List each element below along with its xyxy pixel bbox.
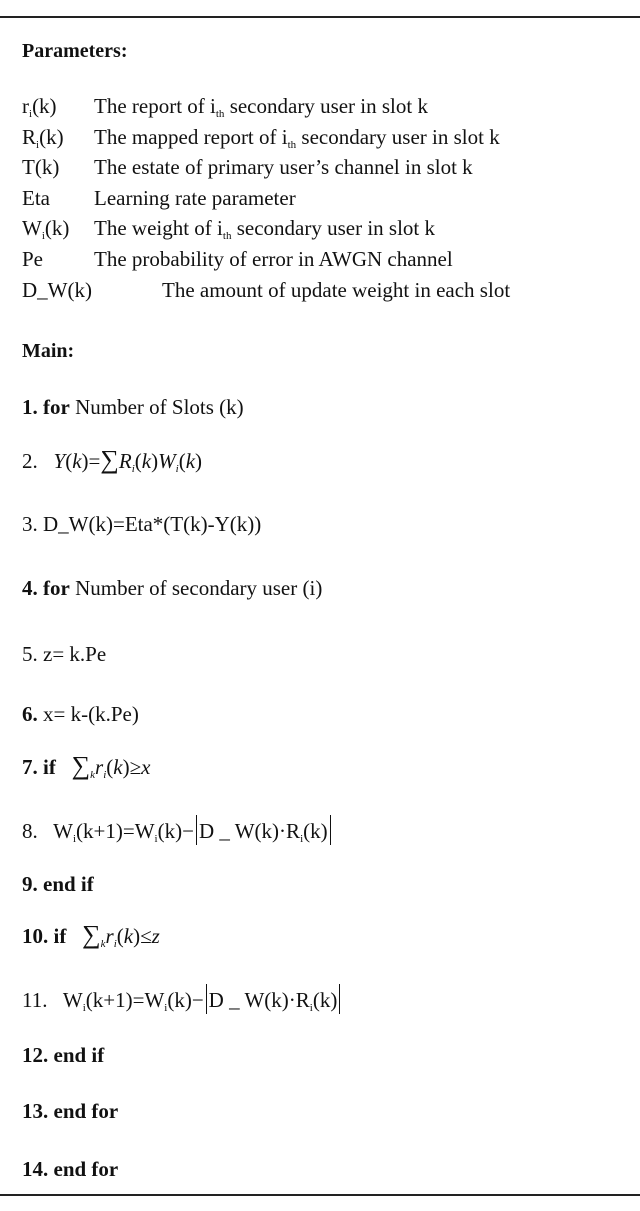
- param-desc: The amount of update weight in each slot: [162, 278, 511, 302]
- step-2: 2. $Y(k)=\sum R_i(k)W_i(k)$: [22, 445, 203, 475]
- top-rule: [0, 16, 640, 18]
- param-row-dw: [22, 277, 510, 303]
- param-row-W: [22, 215, 435, 249]
- step-6: 6. x= k-(k.Pe): [22, 702, 139, 726]
- step-14: 14. end for: [22, 1157, 119, 1181]
- param-symbol: $r_i(k)$: [22, 94, 57, 120]
- step-1: 1. for Number of Slots (k): [22, 395, 244, 419]
- param-desc: The report of $i_{th}$ secondary user in slot k: [94, 94, 428, 120]
- param-row-T: [22, 154, 473, 180]
- step-4: 4. for Number of secondary user (i): [22, 576, 323, 600]
- step-5: 5. z= k.Pe: [22, 642, 107, 666]
- step-9: 9. end if: [22, 872, 94, 896]
- condition-leq-formula: $\sum_kr_i(k)\le z$: [82, 920, 160, 950]
- step-13: 13. end for: [22, 1099, 119, 1123]
- param-symbol: Pe: [22, 247, 43, 271]
- parameters-heading: Parameters:: [22, 40, 128, 62]
- update-formula: $W_i(k+1)=W_i(k)- D$ _ $W(k)\cdot R_i(k)$: [53, 819, 333, 843]
- step-10: 10. if $\sum_kr_i(k)\le z$: [22, 920, 160, 950]
- param-desc: The mapped report of $i_{th}$ secondary user in slot k: [94, 125, 500, 151]
- param-symbol: $R_i(k)$: [22, 125, 64, 151]
- param-symbol: $W_i(k)$: [22, 216, 70, 242]
- param-row-pe: [22, 246, 453, 272]
- param-symbol: Eta: [22, 186, 50, 210]
- step-8: 8. $W_i(k+1)=W_i(k)- D$ _ $W(k)\cdot R_i(k)$: [22, 815, 333, 852]
- bottom-rule: [0, 1194, 640, 1196]
- param-desc: The estate of primary user’s channel in slot k: [94, 155, 473, 179]
- update-formula: $W_i(k+1)=W_i(k)- D$ _ $W(k)\cdot R_i(k)$: [63, 988, 343, 1012]
- param-desc: Learning rate parameter: [94, 186, 296, 210]
- param-row-R: [22, 124, 500, 158]
- param-row-eta: [22, 185, 296, 211]
- step-7: 7. if $\sum_kr_i(k)\ge x$: [22, 751, 151, 781]
- step-11: 11. $W_i(k+1)=W_i(k)- D$ _ $W(k)\cdot R_i(k)$: [22, 984, 342, 1021]
- step-3: 3. D_W(k)=Eta*(T(k)-Y(k)): [22, 512, 262, 536]
- sum-formula: $Y(k)=\sum R_i(k)W_i(k)$: [53, 445, 203, 475]
- main-heading: Main:: [22, 340, 75, 362]
- param-symbol: T(k): [22, 155, 60, 179]
- condition-geq-formula: $\sum_kr_i(k)\ge x$: [71, 751, 151, 781]
- param-symbol: D_W(k): [22, 278, 92, 302]
- param-desc: The probability of error in AWGN channel: [94, 247, 453, 271]
- step-12: 12. end if: [22, 1043, 105, 1067]
- param-desc: The weight of $i_{th}$ secondary user in slot k: [94, 216, 435, 242]
- param-row-r: [22, 93, 428, 127]
